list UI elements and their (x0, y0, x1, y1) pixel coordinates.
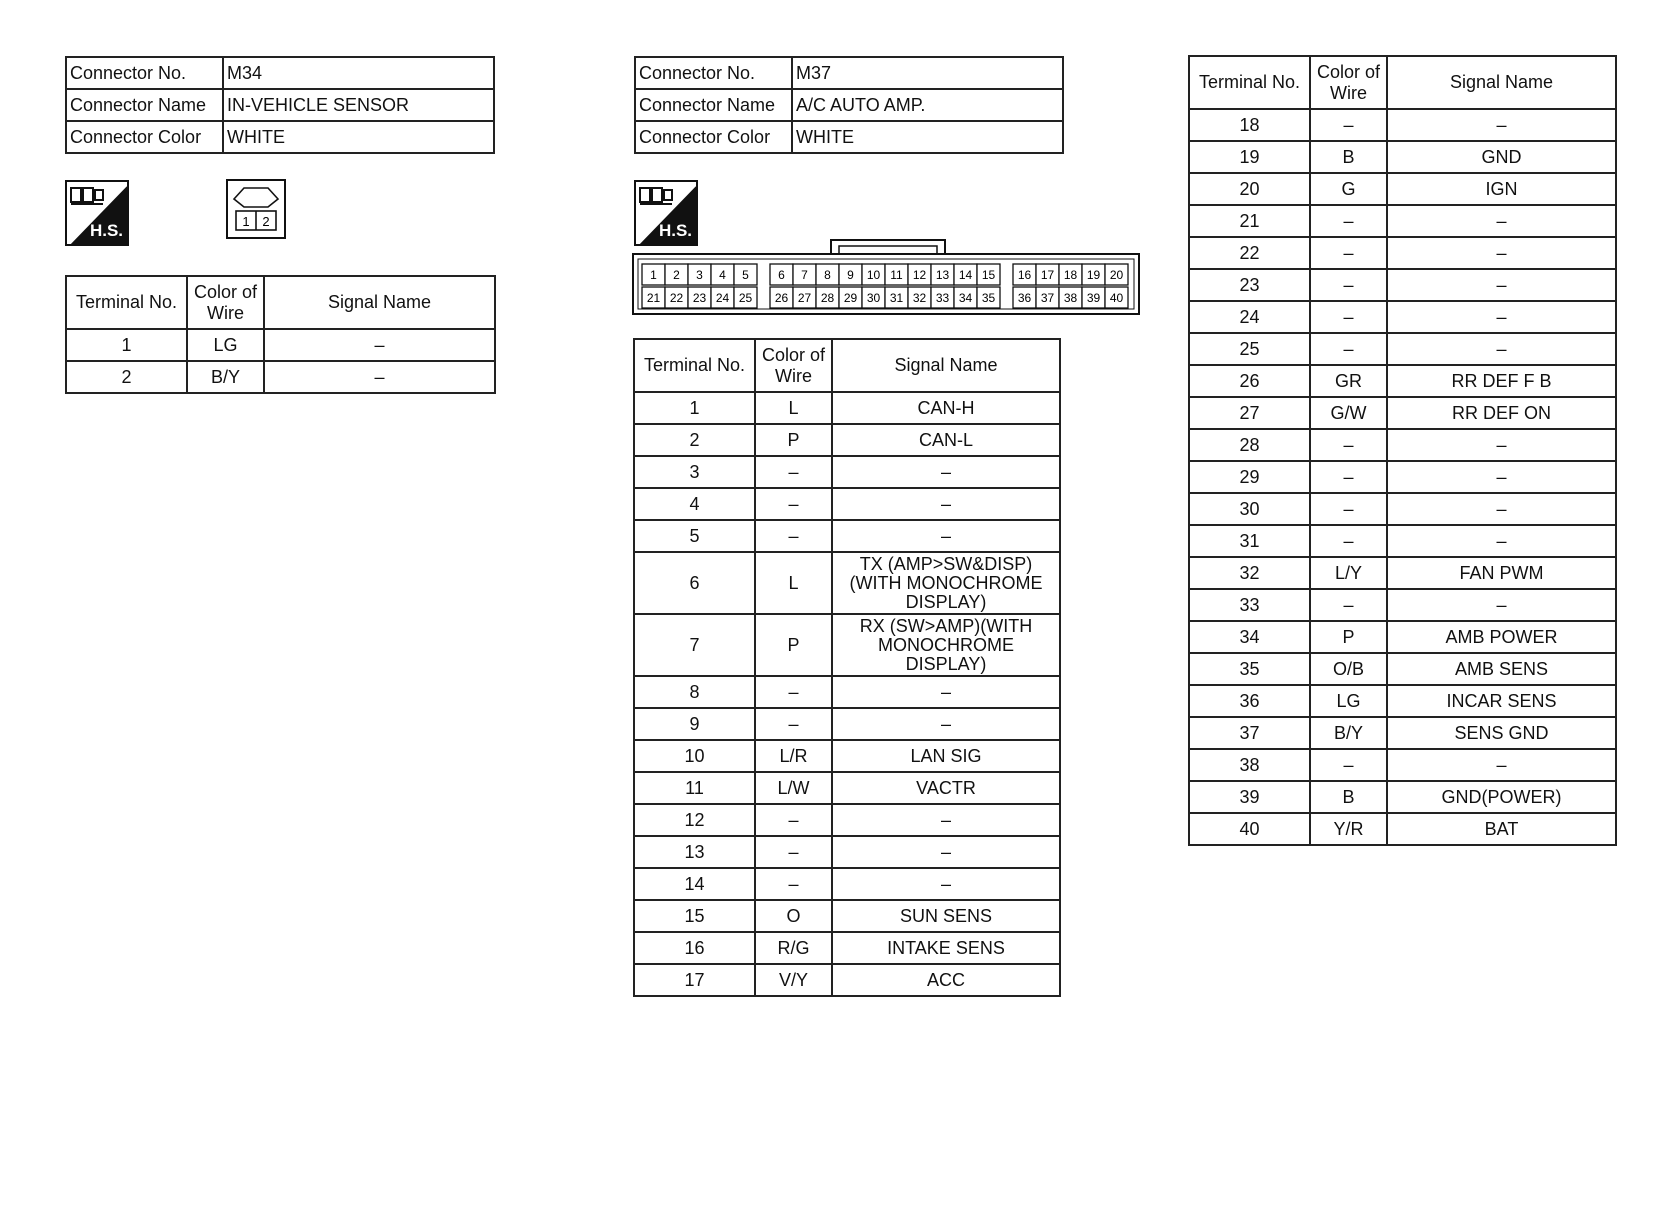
pin-label: 12 (912, 268, 927, 282)
color-of-wire-header: Color of Wire (755, 339, 832, 392)
signal-cell: – (1387, 301, 1616, 333)
table-row (1189, 269, 1616, 301)
signal-cell (832, 614, 1060, 676)
table-row (634, 488, 1060, 520)
wire-color-cell: GR (1310, 365, 1387, 397)
pin-label: 11 (890, 268, 903, 282)
signal-cell: CAN-H (832, 392, 1060, 424)
table-row (634, 552, 1060, 614)
terminal-no-header: Terminal No. (634, 339, 755, 392)
wire-color-cell: O (755, 900, 832, 932)
wire-color-cell: B (1310, 141, 1387, 173)
signal-line: MONOCHROME (878, 634, 1014, 655)
table-row (1189, 781, 1616, 813)
terminal-cell: 1 (66, 329, 187, 361)
table-row (66, 329, 495, 361)
signal-cell: SENS GND (1387, 717, 1616, 749)
signal-cell: – (832, 836, 1060, 868)
table-row (1189, 525, 1616, 557)
signal-cell: – (1387, 525, 1616, 557)
wire-color-cell: B/Y (187, 361, 264, 393)
pin-label: 13 (935, 268, 950, 282)
pin-label: 9 (847, 268, 854, 282)
signal-cell: – (1387, 749, 1616, 781)
signal-cell: – (1387, 205, 1616, 237)
pin-label: 35 (981, 291, 996, 305)
pin-label: 1 (650, 268, 657, 282)
m37-connector-face (632, 238, 1142, 318)
signal-cell: INTAKE SENS (832, 932, 1060, 964)
table-row (1189, 205, 1616, 237)
table-row (1189, 429, 1616, 461)
signal-cell: VACTR (832, 772, 1060, 804)
signal-cell: – (832, 804, 1060, 836)
table-row (634, 900, 1060, 932)
signal-cell: – (1387, 109, 1616, 141)
wire-color-cell: L/Y (1310, 557, 1387, 589)
wire-color-cell: O/B (1310, 653, 1387, 685)
signal-cell: INCAR SENS (1387, 685, 1616, 717)
terminal-cell: 7 (634, 614, 755, 676)
terminal-cell: 6 (634, 552, 755, 614)
m34-connector-name-value: IN-VEHICLE SENSOR (223, 89, 494, 121)
wire-color-cell: – (1310, 301, 1387, 333)
terminal-cell: 30 (1189, 493, 1310, 525)
terminal-table-header (1189, 56, 1616, 109)
signal-cell: – (832, 456, 1060, 488)
wire-color-cell: R/G (755, 932, 832, 964)
table-row (634, 964, 1060, 996)
pin-label: 19 (1086, 268, 1101, 282)
wire-color-cell: L/W (755, 772, 832, 804)
table-row (1189, 141, 1616, 173)
pin-label: 6 (778, 268, 785, 282)
signal-line: (WITH MONOCHROME (849, 572, 1043, 593)
signal-cell: LAN SIG (832, 740, 1060, 772)
m34-connector-no-row (66, 57, 494, 89)
signal-cell: BAT (1387, 813, 1616, 845)
terminal-cell: 29 (1189, 461, 1310, 493)
signal-cell: CAN-L (832, 424, 1060, 456)
signal-cell: RR DEF ON (1387, 397, 1616, 429)
pin-label: 20 (1109, 268, 1124, 282)
signal-cell: ACC (832, 964, 1060, 996)
signal-cell: GND(POWER) (1387, 781, 1616, 813)
table-row (634, 932, 1060, 964)
terminal-no-header: Terminal No. (66, 276, 187, 329)
table-row (1189, 333, 1616, 365)
m34-connector-name-row (66, 89, 494, 121)
terminal-cell: 32 (1189, 557, 1310, 589)
table-row (634, 836, 1060, 868)
signal-name-header: Signal Name (264, 276, 495, 329)
signal-cell: – (1387, 237, 1616, 269)
connector-color-label: Connector Color (635, 121, 792, 153)
connector-no-label: Connector No. (66, 57, 223, 89)
wire-color-cell: Y/R (1310, 813, 1387, 845)
pin-label: 28 (820, 291, 835, 305)
pin-label: 17 (1040, 268, 1055, 282)
pin-label: 34 (958, 291, 973, 305)
terminal-cell: 19 (1189, 141, 1310, 173)
signal-line: RX (SW>AMP)(WITH (859, 615, 1033, 636)
table-row (1189, 717, 1616, 749)
pin-label: 37 (1040, 291, 1055, 305)
signal-cell: AMB SENS (1387, 653, 1616, 685)
pin-label: 22 (669, 291, 684, 305)
signal-cell (832, 552, 1060, 614)
pin-label: 27 (797, 291, 812, 305)
terminal-cell: 14 (634, 868, 755, 900)
signal-cell: – (1387, 269, 1616, 301)
terminal-cell: 25 (1189, 333, 1310, 365)
table-row (1189, 461, 1616, 493)
harness-side-icon (634, 180, 698, 246)
harness-side-icon (65, 180, 129, 246)
signal-cell: – (832, 868, 1060, 900)
m37-connector-info-table (634, 56, 1064, 154)
terminal-cell: 37 (1189, 717, 1310, 749)
signal-cell: IGN (1387, 173, 1616, 205)
table-row (634, 614, 1060, 676)
wire-color-cell: G (1310, 173, 1387, 205)
wire-color-cell: – (1310, 493, 1387, 525)
terminal-cell: 35 (1189, 653, 1310, 685)
pin-label: 5 (742, 268, 749, 282)
terminal-cell: 8 (634, 676, 755, 708)
wire-color-cell: L/R (755, 740, 832, 772)
terminal-cell: 9 (634, 708, 755, 740)
wire-color-cell: – (755, 520, 832, 552)
wire-color-cell: LG (187, 329, 264, 361)
terminal-cell: 12 (634, 804, 755, 836)
m34-connector-face (226, 179, 286, 239)
table-row (1189, 621, 1616, 653)
connector-no-label: Connector No. (635, 57, 792, 89)
table-row (1189, 397, 1616, 429)
connector-name-label: Connector Name (66, 89, 223, 121)
table-row (634, 708, 1060, 740)
wire-color-cell: P (1310, 621, 1387, 653)
terminal-cell: 15 (634, 900, 755, 932)
table-row (634, 804, 1060, 836)
color-of-wire-header: Color of Wire (1310, 56, 1387, 109)
terminal-cell: 22 (1189, 237, 1310, 269)
m34-pin-label: 1 (242, 214, 250, 229)
terminal-cell: 27 (1189, 397, 1310, 429)
wire-color-cell: – (1310, 333, 1387, 365)
pin-label: 18 (1063, 268, 1078, 282)
wire-color-cell: – (1310, 269, 1387, 301)
terminal-table-header (634, 339, 1060, 392)
signal-name-header: Signal Name (832, 339, 1060, 392)
signal-cell: – (264, 329, 495, 361)
signal-line: DISPLAY) (905, 653, 987, 674)
terminal-cell: 10 (634, 740, 755, 772)
terminal-cell: 33 (1189, 589, 1310, 621)
pin-label: 40 (1109, 291, 1124, 305)
pin-label: 24 (715, 291, 730, 305)
terminal-cell: 24 (1189, 301, 1310, 333)
pin-label: 2 (673, 268, 680, 282)
wire-color-cell: V/Y (755, 964, 832, 996)
signal-line: DISPLAY) (905, 591, 987, 612)
pin-label: 32 (912, 291, 927, 305)
terminal-cell: 2 (66, 361, 187, 393)
signal-cell: AMB POWER (1387, 621, 1616, 653)
m37-connector-no-row (635, 57, 1063, 89)
table-row (1189, 653, 1616, 685)
m37-connector-name-value: A/C AUTO AMP. (792, 89, 1063, 121)
m34-connector-color-value: WHITE (223, 121, 494, 153)
terminal-cell: 17 (634, 964, 755, 996)
pin-label: 29 (843, 291, 858, 305)
terminal-cell: 36 (1189, 685, 1310, 717)
signal-cell: SUN SENS (832, 900, 1060, 932)
terminal-cell: 20 (1189, 173, 1310, 205)
pin-label: 26 (774, 291, 789, 305)
table-row (634, 520, 1060, 552)
wire-color-cell: P (755, 424, 832, 456)
signal-cell: – (832, 488, 1060, 520)
pin-label: 8 (824, 268, 831, 282)
pin-label: 14 (958, 268, 973, 282)
table-row (634, 424, 1060, 456)
terminal-cell: 31 (1189, 525, 1310, 557)
signal-cell: – (1387, 493, 1616, 525)
wire-color-cell: B/Y (1310, 717, 1387, 749)
wire-color-cell: P (755, 614, 832, 676)
table-row (634, 392, 1060, 424)
table-row (634, 868, 1060, 900)
pin-label: 21 (646, 291, 661, 305)
signal-cell: – (264, 361, 495, 393)
pin-label: 4 (719, 268, 726, 282)
table-row (1189, 813, 1616, 845)
color-of-wire-header: Color of Wire (187, 276, 264, 329)
m34-pin-label: 2 (262, 214, 270, 229)
terminal-cell: 1 (634, 392, 755, 424)
m37-connector-color-row (635, 121, 1063, 153)
pin-label: 36 (1017, 291, 1032, 305)
terminal-cell: 4 (634, 488, 755, 520)
pin-label: 33 (935, 291, 950, 305)
signal-cell: – (832, 708, 1060, 740)
m37-terminal-table-1 (633, 338, 1061, 997)
pin-label: 10 (866, 268, 881, 282)
wire-color-cell: – (1310, 525, 1387, 557)
table-row (1189, 365, 1616, 397)
pin-label: 7 (801, 268, 808, 282)
wire-color-cell: – (1310, 461, 1387, 493)
pin-label: 25 (738, 291, 753, 305)
wire-color-cell: L (755, 392, 832, 424)
pin-label: 30 (866, 291, 881, 305)
table-row (1189, 749, 1616, 781)
table-row (1189, 301, 1616, 333)
m34-connector-color-row (66, 121, 494, 153)
wire-color-cell: B (1310, 781, 1387, 813)
table-row (1189, 685, 1616, 717)
terminal-cell: 5 (634, 520, 755, 552)
wire-color-cell: – (755, 456, 832, 488)
terminal-table-header (66, 276, 495, 329)
pin-label: 38 (1063, 291, 1078, 305)
signal-cell: – (1387, 429, 1616, 461)
wire-color-cell: – (755, 708, 832, 740)
wire-color-cell: LG (1310, 685, 1387, 717)
terminal-cell: 28 (1189, 429, 1310, 461)
table-row (1189, 589, 1616, 621)
wire-color-cell: – (1310, 109, 1387, 141)
wire-color-cell: – (1310, 589, 1387, 621)
signal-cell: – (832, 676, 1060, 708)
terminal-cell: 16 (634, 932, 755, 964)
signal-cell: FAN PWM (1387, 557, 1616, 589)
table-row (1189, 493, 1616, 525)
wire-color-cell: – (755, 836, 832, 868)
signal-cell: – (1387, 461, 1616, 493)
wire-color-cell: – (755, 488, 832, 520)
wire-color-cell: – (1310, 749, 1387, 781)
signal-cell: – (832, 520, 1060, 552)
pin-label: 15 (981, 268, 996, 282)
connector-name-label: Connector Name (635, 89, 792, 121)
pin-label: 3 (696, 268, 703, 282)
m34-connector-info-table (65, 56, 495, 154)
wire-color-cell: – (1310, 205, 1387, 237)
m37-connector-color-value: WHITE (792, 121, 1063, 153)
wire-color-cell: L (755, 552, 832, 614)
m34-connector-no-value: M34 (223, 57, 494, 89)
terminal-cell: 2 (634, 424, 755, 456)
terminal-cell: 40 (1189, 813, 1310, 845)
pin-label: 23 (692, 291, 707, 305)
m34-terminal-table (65, 275, 496, 394)
signal-cell: – (1387, 589, 1616, 621)
table-row (634, 676, 1060, 708)
wire-color-cell: – (755, 804, 832, 836)
table-row (66, 361, 495, 393)
table-row (634, 740, 1060, 772)
wire-color-cell: G/W (1310, 397, 1387, 429)
terminal-cell: 26 (1189, 365, 1310, 397)
connector-color-label: Connector Color (66, 121, 223, 153)
hs-label: H.S. (658, 221, 692, 240)
signal-name-header: Signal Name (1387, 56, 1616, 109)
table-row (1189, 237, 1616, 269)
terminal-cell: 23 (1189, 269, 1310, 301)
terminal-no-header: Terminal No. (1189, 56, 1310, 109)
terminal-cell: 13 (634, 836, 755, 868)
wire-color-cell: – (755, 868, 832, 900)
pin-label: 16 (1017, 268, 1032, 282)
hs-label: H.S. (89, 221, 123, 240)
terminal-cell: 11 (634, 772, 755, 804)
signal-cell: GND (1387, 141, 1616, 173)
pin-label: 39 (1086, 291, 1101, 305)
m37-connector-no-value: M37 (792, 57, 1063, 89)
m37-terminal-table-2 (1188, 55, 1617, 846)
signal-cell: RR DEF F B (1387, 365, 1616, 397)
signal-cell: – (1387, 333, 1616, 365)
wire-color-cell: – (1310, 429, 1387, 461)
terminal-cell: 21 (1189, 205, 1310, 237)
terminal-cell: 38 (1189, 749, 1310, 781)
table-row (634, 772, 1060, 804)
wire-color-cell: – (755, 676, 832, 708)
table-row (1189, 173, 1616, 205)
table-row (634, 456, 1060, 488)
wire-color-cell: – (1310, 237, 1387, 269)
terminal-cell: 34 (1189, 621, 1310, 653)
terminal-cell: 39 (1189, 781, 1310, 813)
m37-connector-name-row (635, 89, 1063, 121)
terminal-cell: 3 (634, 456, 755, 488)
pin-label: 31 (889, 291, 904, 305)
terminal-cell: 18 (1189, 109, 1310, 141)
table-row (1189, 557, 1616, 589)
signal-line: TX (AMP>SW&DISP) (859, 553, 1033, 574)
table-row (1189, 109, 1616, 141)
